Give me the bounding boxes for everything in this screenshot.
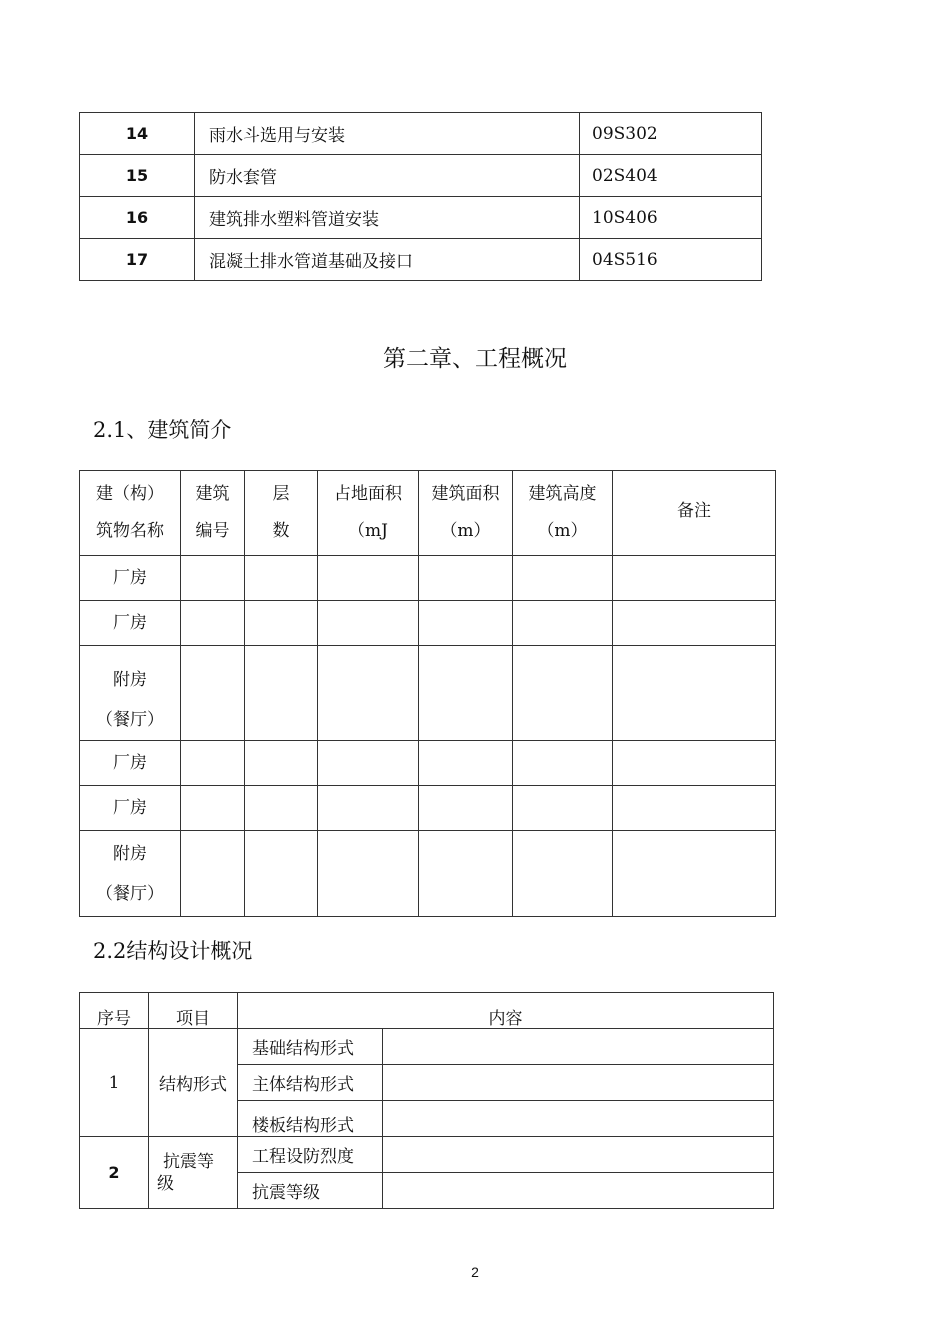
standard-no: 14 (80, 113, 195, 155)
table-row (80, 646, 776, 741)
row-value (383, 1101, 774, 1137)
header-footprint-area: 占地面积 （mJ (318, 471, 419, 556)
standard-name: 混凝土排水管道基础及接口 (195, 239, 580, 281)
standard-code: 09S302 (580, 113, 762, 155)
table-row (80, 113, 762, 155)
row-item: 结构形式 (149, 1029, 238, 1137)
row-value (383, 1137, 774, 1173)
table-row (80, 239, 762, 281)
header-content: 内容 (238, 993, 774, 1029)
header-item: 项目 (149, 993, 238, 1029)
standard-no: 15 (80, 155, 195, 197)
table-row (80, 786, 776, 831)
row-item: 抗震等级 (149, 1137, 238, 1209)
table-header-row (80, 471, 776, 556)
building-table (79, 470, 776, 917)
row-no: 2 (80, 1137, 149, 1209)
structure-table (79, 992, 774, 1209)
header-building-code: 建筑 编号 (181, 471, 245, 556)
header-building-height: 建筑高度 （m） (513, 471, 613, 556)
row-label: 抗震等级 (238, 1173, 383, 1209)
standard-name: 建筑排水塑料管道安装 (195, 197, 580, 239)
section-title-building-intro: 2.1、建筑简介 (93, 418, 232, 442)
standard-code: 02S404 (580, 155, 762, 197)
standard-name: 雨水斗选用与安装 (195, 113, 580, 155)
row-value (383, 1029, 774, 1065)
building-name: 厂房 (80, 601, 181, 646)
table-row (80, 741, 776, 786)
row-no: 1 (80, 1029, 149, 1137)
table-header-row (80, 993, 774, 1029)
row-value (383, 1065, 774, 1101)
row-label: 主体结构形式 (238, 1065, 383, 1101)
table-row (80, 197, 762, 239)
table-row (80, 1029, 774, 1065)
header-floor-area: 建筑面积 （m） (419, 471, 513, 556)
building-name: 厂房 (80, 741, 181, 786)
row-label: 楼板结构形式 (238, 1101, 383, 1137)
table-row (80, 1137, 774, 1173)
building-name: 附房 （餐厅） (80, 646, 181, 741)
standards-table (79, 112, 762, 281)
row-label: 工程设防烈度 (238, 1137, 383, 1173)
row-label: 基础结构形式 (238, 1029, 383, 1065)
section-title-structure: 2.2结构设计概况 (93, 939, 253, 963)
building-name: 附房 （餐厅） (80, 831, 181, 917)
standard-code: 10S406 (580, 197, 762, 239)
table-row (80, 601, 776, 646)
building-name: 厂房 (80, 556, 181, 601)
standard-name: 防水套管 (195, 155, 580, 197)
building-name: 厂房 (80, 786, 181, 831)
page-number: 2 (471, 1264, 479, 1280)
header-remarks: 备注 (613, 471, 776, 556)
standard-no: 16 (80, 197, 195, 239)
header-building-name: 建（构） 筑物名称 (80, 471, 181, 556)
header-no: 序号 (80, 993, 149, 1029)
table-row (80, 831, 776, 917)
table-row (80, 556, 776, 601)
header-floors: 层 数 (245, 471, 318, 556)
standard-code: 04S516 (580, 239, 762, 281)
chapter-title: 第二章、工程概况 (383, 346, 567, 372)
standard-no: 17 (80, 239, 195, 281)
row-value (383, 1173, 774, 1209)
table-row (80, 155, 762, 197)
